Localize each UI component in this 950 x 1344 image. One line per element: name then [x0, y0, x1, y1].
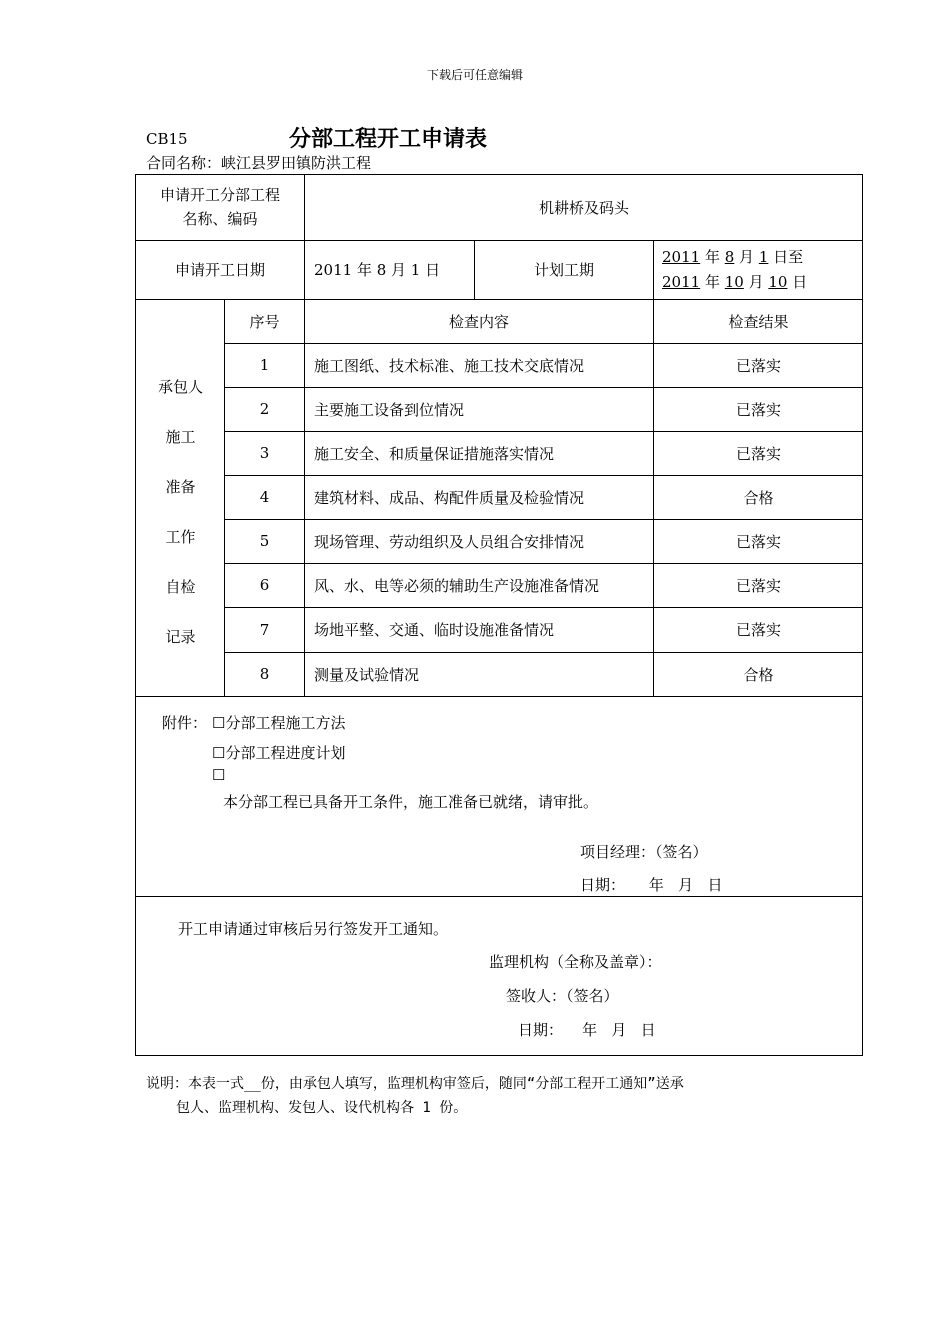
row-result: 已落实	[735, 400, 781, 419]
row-content: 风、水、电等必须的辅助生产设施准备情况	[314, 576, 600, 595]
row-content: 现场管理、劳动组织及人员组合安排情况	[314, 532, 585, 551]
attachments-label: 附件：	[162, 714, 208, 732]
plan-day-unit: 日至	[768, 247, 804, 266]
attachment-item[interactable]: ☐分部工程进度计划	[212, 744, 346, 762]
plan-year-unit: 年	[700, 247, 725, 266]
plan-period-value	[654, 240, 863, 299]
manager-signature: 项目经理：（签名）	[580, 843, 708, 861]
contract-name: 峡江县罗田镇防洪工程	[221, 154, 372, 172]
apply-name-value: 机耕桥及码头	[538, 198, 629, 217]
row-seq: 1	[259, 356, 270, 374]
row-seq: 7	[259, 620, 270, 639]
header-content: 检查内容	[448, 312, 509, 331]
row-content: 主要施工设备到位情况	[314, 400, 465, 419]
apply-date-value: 2011 年 8 月 1 日	[314, 261, 441, 279]
row-result: 合格	[743, 665, 774, 684]
row-content: 建筑材料、成品、构配件质量及检验情况	[314, 488, 585, 507]
side-label-3: 准备	[165, 478, 196, 496]
plan-start-month: 8	[724, 247, 735, 266]
contract-line	[146, 152, 371, 173]
apply-name-label-line1: 申请开工分部工程	[159, 186, 280, 204]
attachment-item[interactable]: ☐分部工程施工方法	[212, 714, 346, 732]
rule	[135, 896, 863, 897]
side-label-5: 自检	[165, 578, 196, 596]
row-seq: 3	[259, 444, 270, 462]
side-label-6: 记录	[165, 628, 196, 646]
plan-start-day: 1	[758, 247, 769, 266]
row-content: 场地平整、交通、临时设施准备情况	[314, 621, 555, 639]
ready-statement: 本分部工程已具备开工条件，施工准备已就绪，请审批。	[223, 793, 599, 811]
row-content: 施工安全、和质量保证措施落实情况	[314, 444, 555, 463]
supervision-agency: 监理机构（全称及盖章）：	[489, 953, 662, 971]
rule	[135, 696, 863, 697]
plan-year-unit: 年	[700, 272, 725, 291]
footer-note-line2: 包人、监理机构、发包人、设代机构各 1 份。	[176, 1100, 468, 1116]
plan-end-year: 2011	[662, 272, 701, 291]
page-title: 分部工程开工申请表	[289, 126, 488, 152]
side-label-2: 施工	[165, 428, 196, 446]
attachment-item[interactable]: ☐	[212, 766, 226, 784]
side-label-4: 工作	[165, 528, 196, 546]
plan-month-unit: 月	[743, 272, 769, 291]
plan-end-month: 10	[724, 272, 744, 291]
row-result: 已落实	[735, 532, 781, 551]
plan-month-unit: 月	[734, 247, 759, 266]
row-result: 已落实	[735, 576, 781, 595]
plan-end-day: 10	[768, 272, 788, 291]
row-result: 已落实	[735, 621, 781, 639]
supervision-date: 日期： 年 月 日	[518, 1021, 656, 1039]
plan-period-label: 计划工期	[533, 261, 594, 279]
header-note: 下载后可任意编辑	[426, 68, 523, 82]
contract-label: 合同名称：	[146, 154, 222, 172]
row-seq: 2	[259, 400, 270, 418]
form-code: CB15	[146, 130, 188, 148]
header-result: 检查结果	[728, 312, 789, 331]
header-seq: 序号	[249, 312, 280, 331]
apply-name-label-line2: 名称、编码	[182, 210, 258, 228]
row-result: 已落实	[735, 356, 781, 375]
receiver-signature: 签收人：（签名）	[506, 987, 619, 1005]
row-seq: 8	[259, 665, 270, 683]
contractor-date: 日期： 年 月 日	[580, 876, 723, 894]
apply-date-label: 申请开工日期	[174, 261, 265, 279]
side-label-1: 承包人	[157, 378, 203, 396]
plan-day-unit: 日	[787, 272, 808, 291]
row-content: 测量及试验情况	[314, 665, 420, 684]
row-result: 已落实	[735, 444, 781, 463]
row-seq: 6	[259, 576, 270, 594]
plan-start-year: 2011	[662, 247, 701, 266]
footer-note-line1: 说明：本表一式__份，由承包人填写，监理机构审签后，随同“分部工程开工通知”送承	[146, 1076, 684, 1092]
row-seq: 4	[259, 488, 270, 506]
row-seq: 5	[259, 532, 270, 550]
apply-name-label	[136, 174, 304, 240]
row-result: 合格	[743, 488, 774, 507]
approval-notice: 开工申请通过审核后另行签发开工通知。	[178, 920, 449, 938]
row-content: 施工图纸、技术标准、施工技术交底情况	[314, 356, 585, 375]
